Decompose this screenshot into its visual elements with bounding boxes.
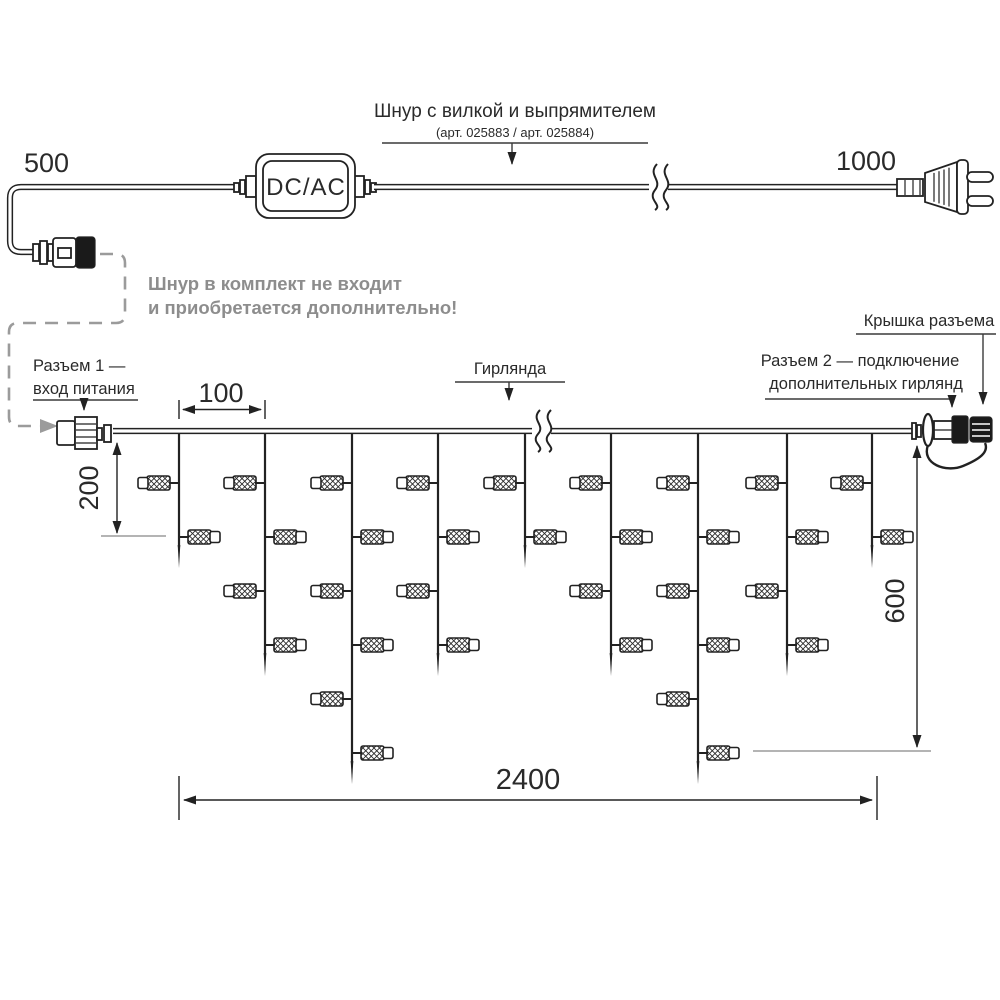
dashed-leader <box>9 254 125 433</box>
bulb-cap <box>383 532 393 543</box>
bulb-cap <box>657 478 667 489</box>
connector1 <box>57 417 111 449</box>
bulb-body <box>881 530 904 544</box>
length-1000-label: 1000 <box>836 146 897 176</box>
bulb-cap <box>657 694 667 705</box>
bulb-cap <box>311 586 321 597</box>
drop-tip <box>524 545 527 568</box>
cord-note <box>148 273 457 318</box>
bulb-body <box>274 530 297 544</box>
bulb-body <box>620 530 643 544</box>
note-line1: Шнур в комплект не входит <box>148 273 402 294</box>
length-500-label: 500 <box>24 148 70 178</box>
bulb-cap <box>657 586 667 597</box>
bulb-body <box>579 476 602 490</box>
dim-200-label: 200 <box>74 465 104 511</box>
bulb-body <box>666 584 689 598</box>
bulb-body <box>755 476 778 490</box>
bulb-cap <box>831 478 841 489</box>
bulb-cap <box>383 748 393 759</box>
dim-100-label: 100 <box>198 378 244 408</box>
power-plug <box>897 160 993 214</box>
bulb-cap <box>642 640 652 651</box>
drop-tip <box>786 653 789 676</box>
garland-break <box>532 409 551 453</box>
cord-title-callout <box>374 101 656 164</box>
bulb-cap <box>746 478 756 489</box>
garland-label: Гирлянда <box>473 360 547 378</box>
bulb-cap <box>746 586 756 597</box>
bulb-body <box>447 530 470 544</box>
cord-subtitle: (арт. 025883 / арт. 025884) <box>435 125 595 140</box>
bulb-cap <box>729 532 739 543</box>
bulb-cap <box>469 640 479 651</box>
bulb-cap <box>397 478 407 489</box>
note-line2: и приобретается дополнительно! <box>148 297 458 318</box>
bulb-cap <box>818 640 828 651</box>
bulb-body <box>361 638 384 652</box>
drop-tip <box>610 653 613 676</box>
bulb-cap <box>556 532 566 543</box>
bulb-cap <box>729 640 739 651</box>
drop-tip <box>437 653 440 676</box>
bulb-cap <box>210 532 220 543</box>
garland-section <box>33 312 996 820</box>
bulb-cap <box>570 478 580 489</box>
bulb-cap <box>138 478 148 489</box>
bulb-body <box>796 530 819 544</box>
bulb-cap <box>397 586 407 597</box>
dim-600 <box>753 446 931 751</box>
bulb-cap <box>311 694 321 705</box>
bulb-cap <box>296 640 306 651</box>
connector2-callout <box>761 352 964 407</box>
bulb-body <box>406 476 429 490</box>
bulb-body <box>274 638 297 652</box>
plug-prong <box>967 172 993 182</box>
drop-tip <box>264 653 267 676</box>
bulb-body <box>755 584 778 598</box>
connector2-label-line2: дополнительных гирлянд <box>769 375 963 393</box>
connector1-label-line2: вход питания <box>33 380 135 398</box>
bulb-body <box>233 584 256 598</box>
bulb-body <box>666 476 689 490</box>
dashed-leader-arrow <box>40 419 58 433</box>
dim-2400 <box>179 764 877 820</box>
coupler-black-cap <box>76 237 95 268</box>
bulb-cap <box>729 748 739 759</box>
bulb-body <box>361 746 384 760</box>
drop-tip <box>871 545 874 568</box>
bulb-cap <box>311 478 321 489</box>
dim-2400-label: 2400 <box>495 764 561 796</box>
bulb-body <box>233 476 256 490</box>
bulb-cap <box>224 586 234 597</box>
bulb-body <box>493 476 516 490</box>
drop-tip <box>697 761 700 784</box>
bulb-cap <box>484 478 494 489</box>
bulb-body <box>707 746 730 760</box>
tether-loop <box>923 414 933 446</box>
bulb-body <box>707 638 730 652</box>
bulb-body <box>320 692 343 706</box>
bulb-cap <box>570 586 580 597</box>
tether-cord <box>927 443 986 468</box>
bulb-body <box>447 638 470 652</box>
bulb-body <box>320 584 343 598</box>
bulb-cap <box>642 532 652 543</box>
cable-break <box>649 163 668 211</box>
bulb-body <box>840 476 863 490</box>
dim-100 <box>179 378 265 419</box>
bulb-cap <box>469 532 479 543</box>
converter-box <box>234 154 376 218</box>
bulb-body <box>147 476 170 490</box>
bulb-cap <box>818 532 828 543</box>
garland-callout <box>455 360 565 400</box>
connector-cap <box>970 417 992 442</box>
dim-600-label: 600 <box>880 578 910 624</box>
drop-tip <box>351 761 354 784</box>
bulb-cap <box>296 532 306 543</box>
connector1-label-line1: Разъем 1 — <box>33 357 126 375</box>
converter-label: DC/AC <box>266 174 346 201</box>
bulb-body <box>361 530 384 544</box>
coupler-connector <box>33 237 95 268</box>
bulb-body <box>666 692 689 706</box>
connector1-callout <box>33 357 138 410</box>
plug-prong <box>967 196 993 206</box>
connector2-label-line1: Разъем 2 — подключение <box>760 352 960 370</box>
cap-label: Крышка разъема <box>863 312 995 330</box>
drops-group <box>138 434 913 784</box>
bulb-body <box>796 638 819 652</box>
bulb-body <box>534 530 557 544</box>
bulb-body <box>406 584 429 598</box>
drop-tip <box>178 545 181 568</box>
bulb-body <box>579 584 602 598</box>
bulb-body <box>620 638 643 652</box>
connector2 <box>912 414 992 468</box>
bulb-body <box>707 530 730 544</box>
bulb-body <box>320 476 343 490</box>
bulb-cap <box>383 640 393 651</box>
bulb-cap <box>903 532 913 543</box>
bulb-body <box>188 530 211 544</box>
bulb-cap <box>224 478 234 489</box>
cord-title: Шнур с вилкой и выпрямителем <box>374 101 656 122</box>
